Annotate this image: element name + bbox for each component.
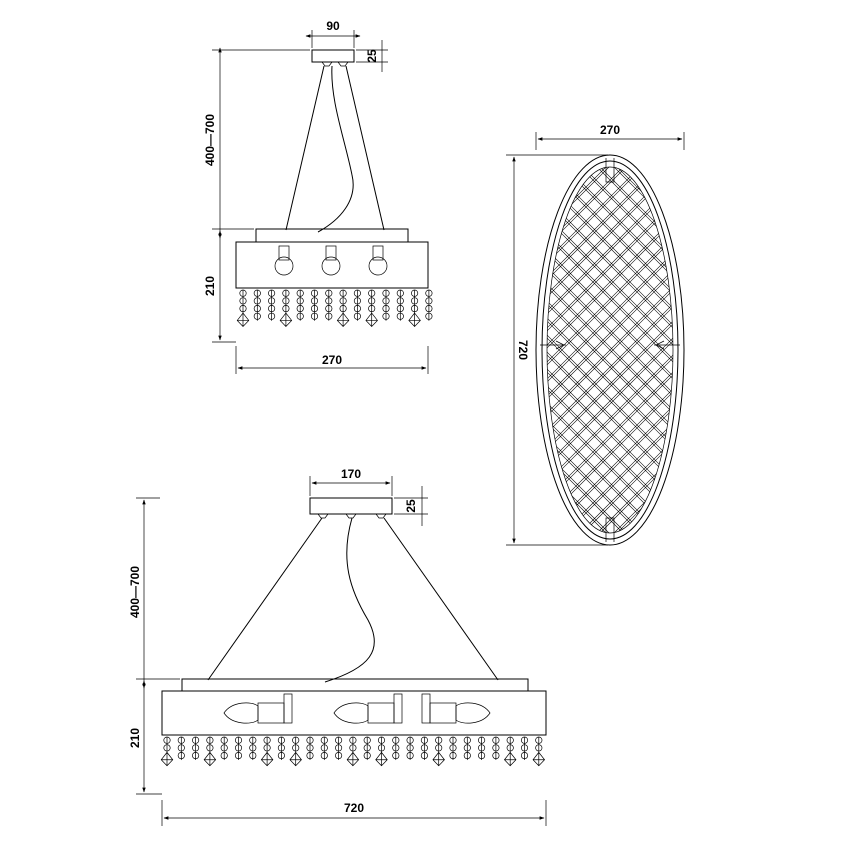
canopy-small — [312, 50, 354, 62]
crystal-strand — [364, 737, 370, 760]
crystal-strand — [393, 737, 399, 760]
side-view-large — [128, 467, 546, 826]
wire-left-small — [286, 66, 324, 230]
bulbs-small — [275, 246, 387, 275]
top-plate-small — [256, 229, 408, 242]
dimension-top-width — [536, 123, 684, 150]
dimension-suspension-small — [203, 48, 310, 238]
label-canopy-width-small: 90 — [326, 19, 340, 33]
crystal-strand — [533, 737, 545, 766]
label-body-height-large: 210 — [128, 727, 142, 749]
dimension-canopy-height-small — [356, 40, 388, 72]
dimension-suspension-large — [128, 498, 160, 688]
crystal-strand — [337, 290, 349, 326]
crystal-strand — [347, 737, 359, 766]
crystal-strand — [464, 737, 470, 760]
crystal-strands-large — [161, 737, 544, 766]
crystal-strand — [421, 737, 427, 760]
crystal-strand — [366, 290, 378, 326]
label-suspension-small: 400—700 — [203, 113, 217, 167]
crystal-strand — [237, 290, 249, 326]
crystal-strand — [290, 737, 302, 766]
dimension-canopy-width-large — [310, 467, 392, 496]
crystal-strand — [504, 737, 516, 766]
label-canopy-height-small: 25 — [365, 49, 379, 63]
top-plate-large — [182, 679, 528, 691]
dimension-body-width-large — [162, 800, 546, 826]
crystal-strand — [268, 290, 274, 321]
wire-right-small — [346, 66, 384, 230]
label-top-length: 720 — [516, 339, 530, 361]
crystal-strand — [235, 737, 241, 760]
top-view-oval — [0, 50, 844, 650]
crystal-strand — [409, 290, 421, 326]
dimension-body-height-large — [128, 679, 180, 794]
crystal-strand — [397, 290, 403, 321]
dimension-body-width-small — [236, 346, 428, 374]
crystal-strand — [192, 737, 198, 760]
crystal-strand — [278, 737, 284, 760]
label-body-width-small: 270 — [321, 353, 343, 367]
crystal-strand — [178, 737, 184, 760]
label-canopy-height-large: 25 — [404, 499, 418, 513]
crystal-strand — [450, 737, 456, 760]
crystal-strand — [311, 290, 317, 321]
crystal-strand — [335, 737, 341, 760]
crystal-strand — [326, 290, 332, 321]
crystal-strand — [521, 737, 527, 760]
crystal-strand — [254, 290, 260, 321]
crystal-strand — [221, 737, 227, 760]
crystal-strand — [383, 290, 389, 321]
crystal-strand — [407, 737, 413, 760]
crystal-strand — [321, 737, 327, 760]
crystal-strand — [376, 737, 388, 766]
wire-left-large — [208, 518, 322, 680]
crystal-strand — [433, 737, 445, 766]
crystal-strand — [493, 737, 499, 760]
crystal-strand — [354, 290, 360, 321]
crystal-strand — [250, 737, 256, 760]
cable-small — [318, 66, 353, 232]
label-canopy-width-large: 170 — [340, 467, 362, 481]
crystal-strand — [161, 737, 173, 766]
crystal-strand — [426, 290, 432, 321]
crystal-strand — [297, 290, 303, 321]
label-body-height-small: 210 — [203, 275, 217, 297]
crystal-strand — [478, 737, 484, 760]
frame-large — [162, 691, 546, 735]
cable-large — [325, 518, 374, 682]
dimension-canopy-height-large — [394, 486, 428, 526]
crystal-strand — [307, 737, 313, 760]
crystal-strand — [261, 737, 273, 766]
frame-small — [236, 242, 428, 288]
crystal-strand — [204, 737, 216, 766]
lattice-grid — [0, 50, 844, 650]
crystal-strand — [280, 290, 292, 326]
label-top-width: 270 — [599, 123, 621, 137]
canopy-large — [310, 498, 392, 514]
crystal-strands-small — [237, 290, 432, 326]
bulbs-large — [224, 694, 490, 723]
side-view-small — [203, 19, 432, 374]
wire-right-large — [384, 518, 498, 680]
dimension-canopy-width-small — [306, 19, 360, 48]
label-suspension-large: 400—700 — [128, 565, 142, 619]
label-body-width-large: 720 — [343, 801, 365, 815]
dimension-body-height-small — [203, 229, 254, 342]
